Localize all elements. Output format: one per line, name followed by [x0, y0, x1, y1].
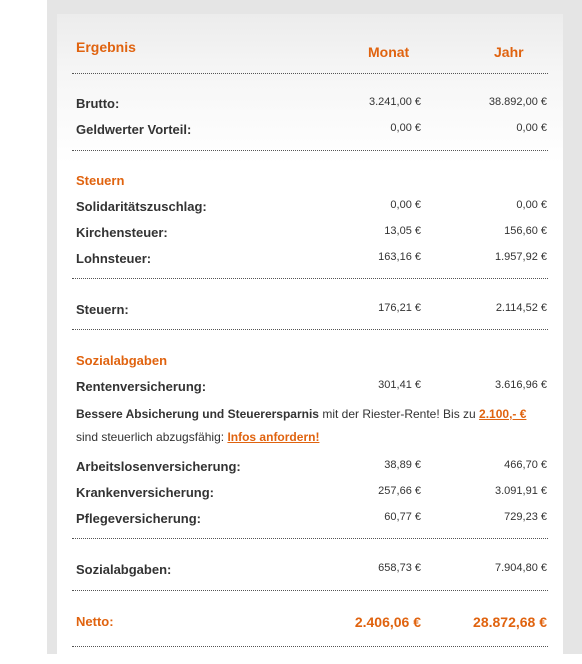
section-title-steuern: Steuern: [76, 173, 125, 188]
divider: [72, 150, 548, 151]
riester-note-text: mit der Riester-Rente! Bis zu: [318, 407, 480, 421]
divider: [72, 278, 548, 279]
left-margin: [0, 0, 47, 654]
total-year-sozialabgaben: 7.904,80 €: [495, 562, 547, 574]
row-year-krankenversicherung: 3.091,91 €: [495, 485, 547, 497]
netto-label: Netto:: [76, 614, 114, 629]
riester-note: [76, 403, 548, 449]
divider: [72, 329, 548, 330]
netto-year: 28.872,68 €: [473, 614, 547, 630]
row-year-rentenversicherung: 3.616,96 €: [495, 379, 547, 391]
row-label-rentenversicherung: Rentenversicherung:: [76, 379, 207, 394]
row-label-soli: Solidaritätszuschlag:: [76, 199, 207, 214]
infos-anfordern-link[interactable]: Infos anfordern!: [227, 430, 320, 444]
row-month-kirchensteuer: 13,05 €: [384, 225, 421, 237]
riester-amount-link[interactable]: 2.100,- €: [479, 407, 527, 421]
netto-month: 2.406,06 €: [354, 614, 421, 630]
row-month-pflegeversicherung: 60,77 €: [384, 511, 421, 523]
row-month-brutto: 3.241,00 €: [369, 96, 421, 108]
row-label-geldwerter-vorteil: Geldwerter Vorteil:: [76, 122, 192, 137]
row-year-lohnsteuer: 1.957,92 €: [495, 251, 547, 263]
result-title: Ergebnis: [76, 39, 136, 55]
riester-note-text-2: sind steuerlich abzugsfähig:: [76, 430, 228, 444]
row-month-geldwerter-vorteil: 0,00 €: [390, 122, 421, 134]
divider: [72, 590, 548, 591]
row-month-rentenversicherung: 301,41 €: [378, 379, 421, 391]
row-month-lohnsteuer: 163,16 €: [378, 251, 421, 263]
total-month-sozialabgaben: 658,73 €: [378, 562, 421, 574]
row-label-kirchensteuer: Kirchensteuer:: [76, 225, 168, 240]
row-month-arbeitslosenversicherung: 38,89 €: [384, 459, 421, 471]
row-month-soli: 0,00 €: [390, 199, 421, 211]
row-year-pflegeversicherung: 729,23 €: [504, 511, 547, 523]
row-year-arbeitslosenversicherung: 466,70 €: [504, 459, 547, 471]
total-month-steuern: 176,21 €: [378, 302, 421, 314]
row-month-krankenversicherung: 257,66 €: [378, 485, 421, 497]
row-label-pflegeversicherung: Pflegeversicherung:: [76, 511, 201, 526]
row-label-arbeitslosenversicherung: Arbeitslosenversicherung:: [76, 459, 241, 474]
divider: [72, 73, 548, 74]
divider: [72, 646, 548, 647]
section-title-sozialabgaben: Sozialabgaben: [76, 353, 168, 368]
row-year-kirchensteuer: 156,60 €: [504, 225, 547, 237]
row-year-geldwerter-vorteil: 0,00 €: [516, 122, 547, 134]
row-label-brutto: Brutto:: [76, 96, 120, 111]
row-year-soli: 0,00 €: [516, 199, 547, 211]
row-label-krankenversicherung: Krankenversicherung:: [76, 485, 214, 500]
column-header-month: Monat: [368, 44, 410, 60]
row-year-brutto: 38.892,00 €: [488, 96, 547, 108]
total-label-sozialabgaben: Sozialabgaben:: [76, 562, 172, 577]
riester-note-emphasis: Bessere Absicherung und Steuerersparnis: [76, 407, 319, 421]
column-header-year: Jahr: [494, 44, 524, 60]
total-label-steuern: Steuern:: [76, 302, 129, 317]
total-year-steuern: 2.114,52 €: [495, 302, 547, 314]
divider: [72, 538, 548, 539]
row-label-lohnsteuer: Lohnsteuer:: [76, 251, 152, 266]
